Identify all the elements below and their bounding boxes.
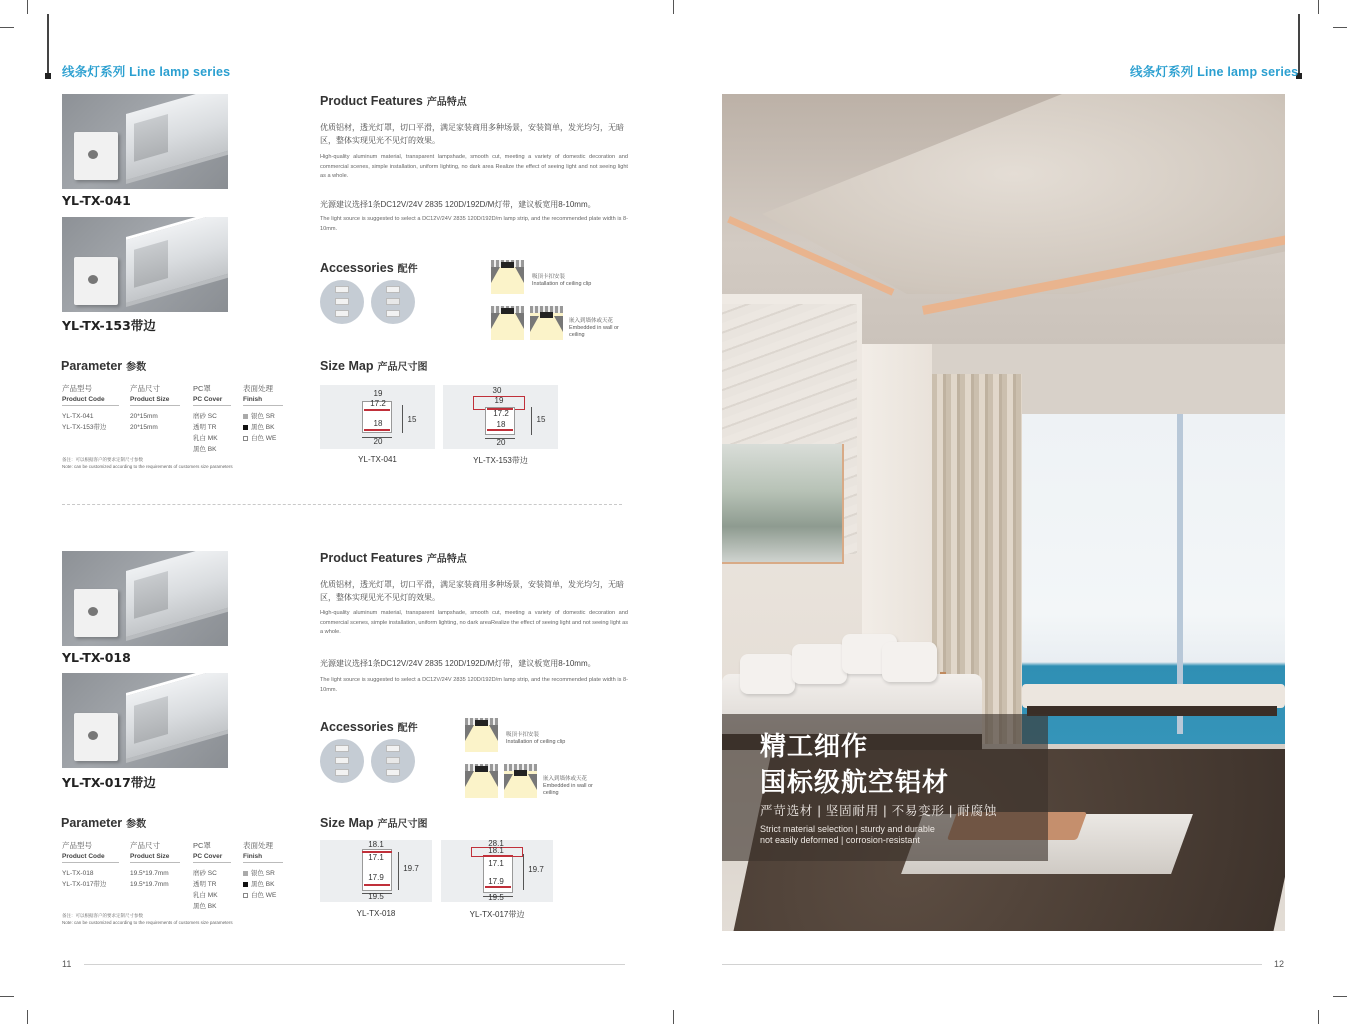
features-body-en: High-quality aluminum material, transparent lampshade, smooth cut, meeting a variety of domestic decoration and commercial scenes, simple installation, uniform lighting, no dark area Realize the effect of seeing light and not seeing light as a whole. xyxy=(320,154,628,179)
black-swatch-icon xyxy=(243,425,248,430)
header-marker-bar xyxy=(47,14,49,76)
param-header-en: Product Code xyxy=(62,853,119,863)
ceiling-clip-label: 吸顶卡扣安装 Installation of ceiling clip xyxy=(532,274,592,287)
param-covers: 磨砂 SC 透明 TR 乳白 MK 黑色 BK xyxy=(193,870,218,910)
param-header-cn: 产品尺寸 xyxy=(130,384,160,393)
param-header-cn: PC罩 xyxy=(193,841,211,850)
crop-mark xyxy=(673,1010,674,1024)
embedded-label: 嵌入到墙体或天花 Embedded in wall or ceiling xyxy=(543,776,593,796)
crop-mark xyxy=(27,1010,28,1024)
accessory-clips xyxy=(371,739,415,783)
model-label: YL-TX-018 xyxy=(62,650,131,665)
parameter-title: Parameter 参数 xyxy=(61,816,147,830)
size-map-title: Size Map 产品尺寸图 xyxy=(320,816,428,830)
features-body-cn: 优质铝材，透光灯罩，切口平滑，满足家装商用多种场景，安装简单，发光均匀，无暗区，整体实现见光不见灯的效果。 xyxy=(320,123,624,145)
features-title: Product Features 产品特点 xyxy=(320,551,467,565)
size-diagram: 19 17.2 18 20 15 xyxy=(320,385,435,449)
accessory-end-caps xyxy=(320,739,364,783)
hero-interior-photo xyxy=(722,94,1285,931)
param-header-en: Finish xyxy=(243,396,283,406)
param-note: 备注：可以根据客户的要求定制尺寸参数 Note: can be customized according to the requirements of customers size parameters xyxy=(62,913,233,925)
size-diagram: 30 19 17.2 18 20 15 xyxy=(443,385,558,449)
param-note: 备注：可以根据客户的要求定制尺寸参数 Note: can be customized according to the requirements of customers size parameters xyxy=(62,457,233,469)
param-sizes: 19.5*19.7mm 19.5*19.7mm xyxy=(130,870,169,888)
hero-title-line2: 国标级航空铝材 xyxy=(760,768,950,798)
param-header-en: PC Cover xyxy=(193,853,231,863)
hero-subtitle-en: Strict material selection | sturdy and durable not easily deformed | corrosion-resistant xyxy=(760,824,935,845)
param-codes: YL-TX-018 YL-TX-017带边 xyxy=(62,870,107,888)
param-finishes: 银色 SR 黑色 BK 白色 WE xyxy=(243,411,276,444)
crop-mark xyxy=(1333,27,1347,28)
features-title: Product Features 产品特点 xyxy=(320,94,467,108)
white-swatch-icon xyxy=(243,893,248,898)
embedded-diagram xyxy=(504,764,537,798)
hero-title-line1: 精工细作 xyxy=(760,732,869,762)
accessories-title: Accessories 配件 xyxy=(320,720,418,734)
param-header-en: Product Size xyxy=(130,853,180,863)
crop-mark xyxy=(1333,996,1347,997)
param-finishes: 银色 SR 黑色 BK 白色 WE xyxy=(243,868,276,901)
embedded-diagram xyxy=(465,764,498,798)
size-map-title: Size Map 产品尺寸图 xyxy=(320,359,428,373)
header-marker-dot xyxy=(45,73,51,79)
param-covers: 磨砂 SC 透明 TR 乳白 MK 黑色 BK xyxy=(193,413,218,453)
param-header-en: Product Code xyxy=(62,396,119,406)
section-divider xyxy=(62,504,622,505)
crop-mark xyxy=(1318,0,1319,14)
hero-subtitle-cn: 严苛选材 | 坚固耐用 | 不易变形 | 耐腐蚀 xyxy=(760,804,998,818)
ceiling-clip-diagram xyxy=(465,718,498,752)
param-header-cn: PC罩 xyxy=(193,384,211,393)
param-header-en: Finish xyxy=(243,853,283,863)
ceiling-clip-diagram xyxy=(491,260,524,294)
product-photo xyxy=(62,551,228,646)
param-header-cn: 产品尺寸 xyxy=(130,841,160,850)
page-number-left: 11 xyxy=(62,959,72,969)
footer-rule xyxy=(722,964,1262,965)
param-header-cn: 表面处理 xyxy=(243,384,273,393)
accessory-end-caps xyxy=(320,280,364,324)
model-label: YL-TX-017带边 xyxy=(62,775,156,790)
page-number-right: 12 xyxy=(1274,959,1285,969)
param-header-en: Product Size xyxy=(130,396,180,406)
embedded-diagram xyxy=(491,306,524,340)
product-photo xyxy=(62,94,228,189)
size-diagram-caption: YL-TX-017带边 xyxy=(469,910,525,919)
product-photo xyxy=(62,217,228,312)
model-label: YL-TX-041 xyxy=(62,193,131,208)
series-title-left: 线条灯系列 Line lamp series xyxy=(62,65,231,79)
model-label: YL-TX-153带边 xyxy=(62,318,156,333)
light-source-cn: 光源建议选择1条DC12V/24V 2835 120D/192D/M灯带，建议板宽用8-10mm。 xyxy=(320,659,596,668)
light-source-en: The light source is suggested to select a DC12V/24V 2835 120D/192D/m lamp strip, and the recommended plate width is 8-10mm. xyxy=(320,677,628,693)
light-source-en: The light source is suggested to select a DC12V/24V 2835 120D/192D/m lamp strip, and the recommended plate width is 8-10mm. xyxy=(320,216,628,232)
param-header-cn: 产品型号 xyxy=(62,841,92,850)
size-diagram-caption: YL-TX-018 xyxy=(356,909,396,918)
parameter-title: Parameter 参数 xyxy=(61,359,147,373)
accessories-title: Accessories 配件 xyxy=(320,261,418,275)
black-swatch-icon xyxy=(243,882,248,887)
features-body-cn: 优质铝材，透光灯罩，切口平滑，满足家装商用多种场景，安装简单，发光均匀，无暗区，整体实现见光不见灯的效果。 xyxy=(320,580,624,602)
crop-mark xyxy=(1318,1010,1319,1024)
crop-mark xyxy=(673,0,674,14)
light-source-cn: 光源建议选择1条DC12V/24V 2835 120D/192D/M灯带，建议板宽用8-10mm。 xyxy=(320,200,596,209)
param-header-en: PC Cover xyxy=(193,396,231,406)
size-diagram-caption: YL-TX-041 xyxy=(358,455,397,464)
crop-mark xyxy=(0,27,14,28)
size-diagram-caption: YL-TX-153带边 xyxy=(473,456,528,465)
silver-swatch-icon xyxy=(243,871,248,876)
size-diagram: 28.1 18.1 17.1 17.9 19.5 19.7 xyxy=(441,840,553,902)
white-swatch-icon xyxy=(243,436,248,441)
param-header-cn: 产品型号 xyxy=(62,384,92,393)
embedded-label: 嵌入到墙体或天花 Embedded in wall or ceiling xyxy=(569,318,619,338)
crop-mark xyxy=(0,996,14,997)
ceiling-clip-label: 吸顶卡扣安装 Installation of ceiling clip xyxy=(506,732,566,745)
footer-rule xyxy=(84,964,625,965)
embedded-diagram xyxy=(530,306,563,340)
product-photo xyxy=(62,673,228,768)
silver-swatch-icon xyxy=(243,414,248,419)
param-header-cn: 表面处理 xyxy=(243,841,273,850)
crop-mark xyxy=(27,0,28,14)
series-title-right: 线条灯系列 Line lamp series xyxy=(1130,65,1299,79)
param-codes: YL-TX-041 YL-TX-153带边 xyxy=(62,413,107,431)
param-sizes: 20*15mm 20*15mm xyxy=(130,413,158,431)
accessory-clips xyxy=(371,280,415,324)
features-body-en: High-quality aluminum material, transparent lampshade, smooth cut, meeting a variety of domestic decoration and commercial scenes, simple installation, uniform lighting, no dark areaRealize the effect of seeing light and not seeing light as a whole. xyxy=(320,610,628,635)
size-diagram: 18.1 17.1 17.9 19.5 19.7 xyxy=(320,840,432,902)
